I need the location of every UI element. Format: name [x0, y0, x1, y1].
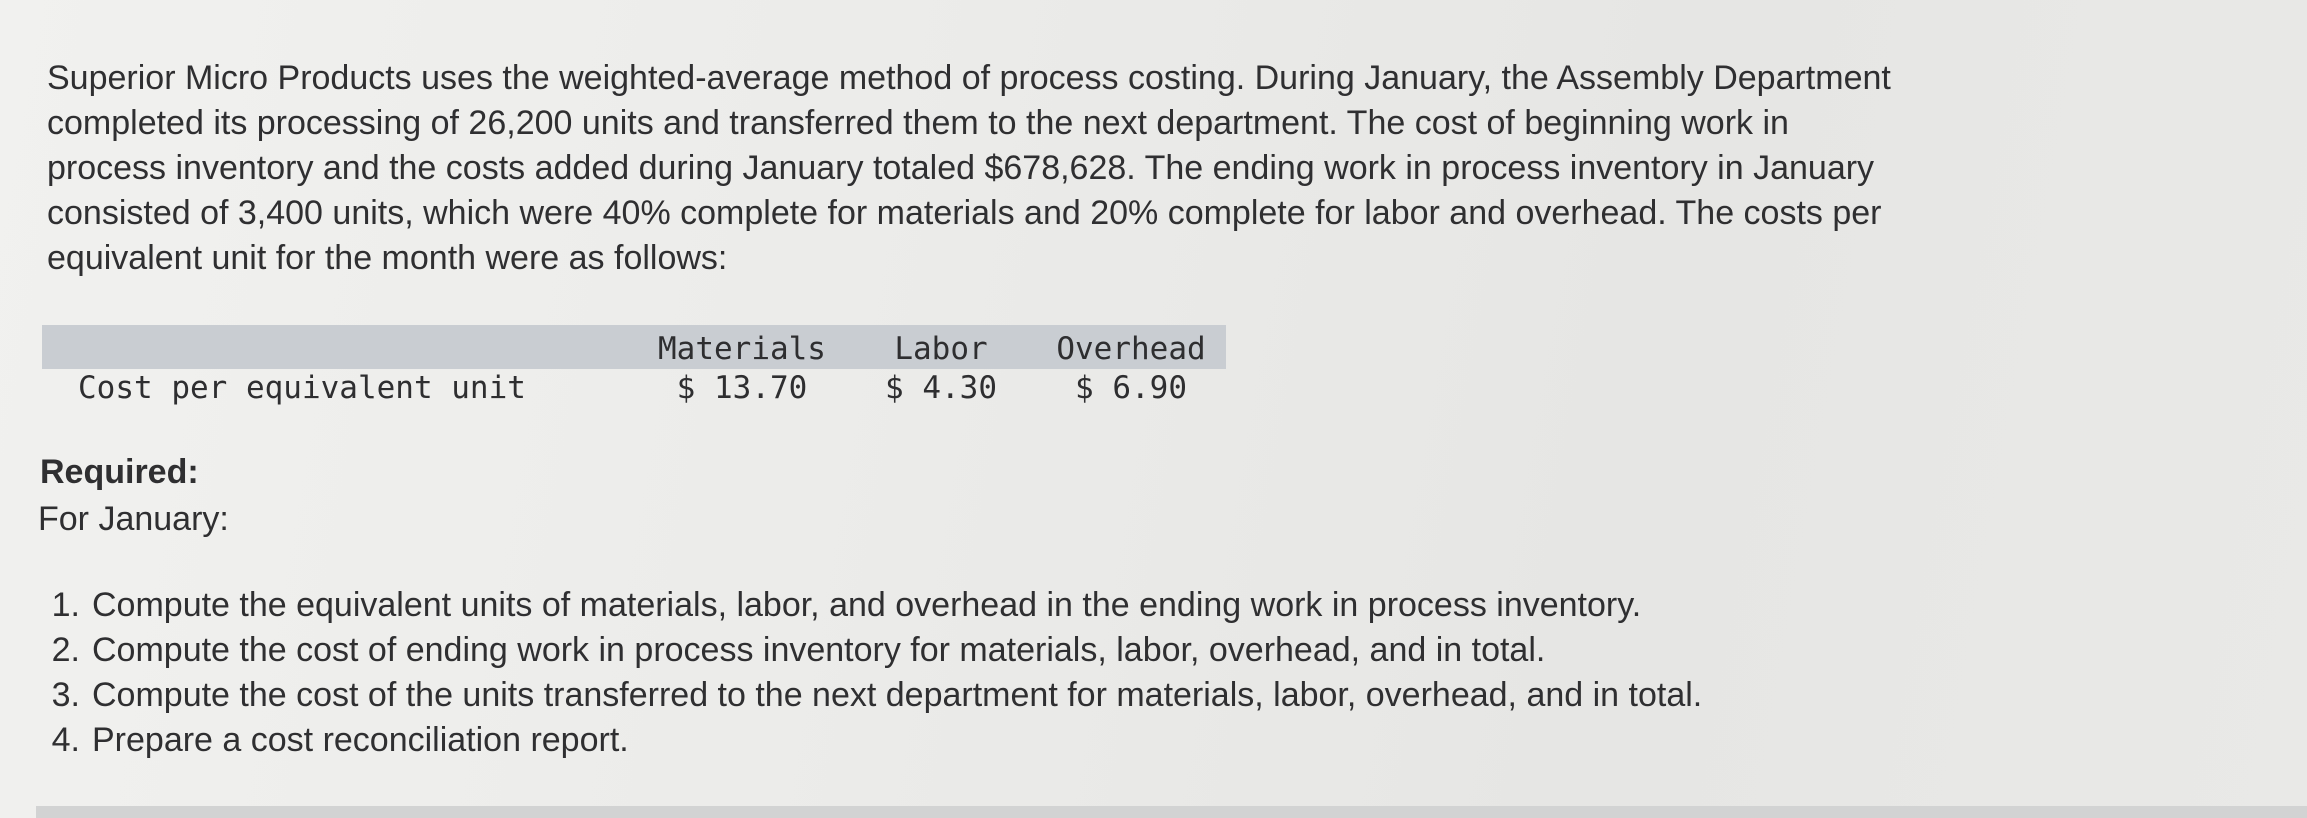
list-item [30, 718, 1702, 763]
table-header-row [42, 325, 1226, 369]
requirements-list [30, 583, 1702, 763]
list-item-text: Compute the cost of the units transferred to the next department for materials, labor, overhead, and in total. [92, 676, 1703, 714]
list-item-text: Compute the equivalent units of materials, labor, and overhead in the ending work in process inventory. [92, 586, 1642, 624]
list-item-text: Prepare a cost reconciliation report. [92, 721, 629, 759]
table-row [42, 369, 1226, 407]
list-item-number: 4. [51, 721, 80, 759]
value-materials: $ 13.70 [676, 370, 808, 406]
problem-line-5: equivalent unit for the month were as follows: [47, 239, 728, 277]
list-item-number: 3. [51, 676, 80, 714]
problem-statement [47, 56, 2127, 281]
header-labor: Labor [846, 325, 1036, 369]
cost-per-equivalent-unit-table [42, 325, 1226, 407]
bottom-divider [36, 806, 2307, 818]
required-heading: Required: [40, 453, 199, 491]
required-subheading: For January: [38, 500, 229, 538]
header-materials: Materials [638, 325, 846, 369]
problem-line-2: completed its processing of 26,200 units and transferred them to the next department. The cost of beginning work in [47, 104, 1789, 142]
header-overhead: Overhead [1036, 325, 1226, 369]
problem-line-4: consisted of 3,400 units, which were 40% complete for materials and 20% complete for labor and overhead. The costs per [47, 194, 1882, 232]
list-item-number: 2. [51, 631, 80, 669]
list-item [30, 583, 1702, 628]
problem-line-3: process inventory and the costs added during January totaled $678,628. The ending work in process inventory in January [47, 149, 1875, 187]
list-item-text: Compute the cost of ending work in process inventory for materials, labor, overhead, and in total. [92, 631, 1546, 669]
list-item [30, 628, 1702, 673]
header-blank [42, 325, 638, 369]
row-label: Cost per equivalent unit [78, 370, 526, 406]
value-overhead: $ 6.90 [1075, 370, 1187, 406]
list-item [30, 673, 1702, 718]
problem-line-1: Superior Micro Products uses the weighted-average method of process costing. During January, the Assembly Department [47, 59, 1891, 97]
list-item-number: 1. [51, 586, 80, 624]
value-labor: $ 4.30 [885, 370, 997, 406]
